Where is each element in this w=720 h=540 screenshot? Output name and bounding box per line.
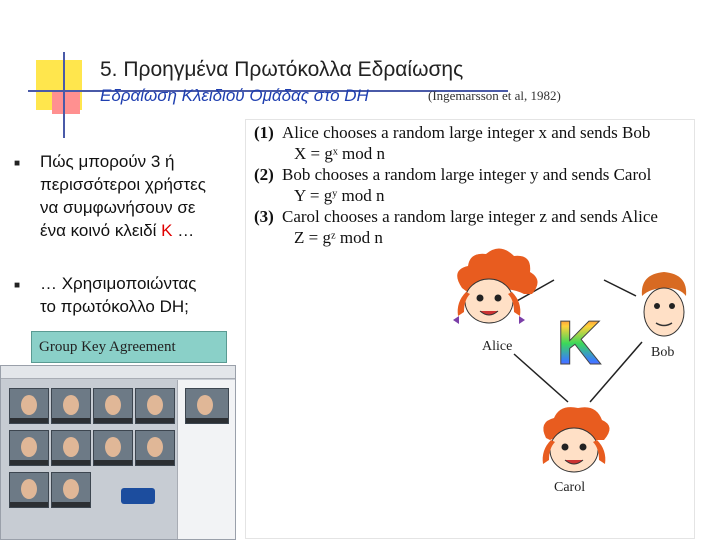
video-tile — [93, 430, 133, 466]
step-text: Alice chooses a random large integer x and sends Bob — [282, 123, 651, 142]
protocol-panel — [245, 119, 695, 539]
decor-red-square — [52, 90, 80, 114]
step-number: (1) — [254, 123, 274, 142]
citation: (Ingemarsson et al, 1982) — [428, 88, 561, 103]
step-number: (3) — [254, 207, 274, 226]
step-number: (2) — [254, 165, 274, 184]
bob-face-icon — [642, 272, 686, 336]
edge-alice-bob-right — [604, 280, 636, 296]
bullet-line — [40, 219, 206, 242]
bullet-text — [40, 272, 196, 318]
slide-title: 5. Προηγμένα Πρωτόκολλα Εδραίωσης — [100, 58, 464, 81]
video-tile — [9, 472, 49, 508]
video-tile — [51, 430, 91, 466]
video-conference-screenshot — [0, 365, 236, 540]
app-logo — [121, 488, 155, 504]
step-equation: Z = gᶻ mod n — [294, 228, 383, 247]
key-letter: K — [161, 221, 173, 240]
bullet-line-text: ένα κοινό κλειδί — [40, 221, 157, 240]
video-tile — [9, 430, 49, 466]
step-text: Bob chooses a random large integer y and sends Carol — [282, 165, 652, 184]
video-tile — [9, 388, 49, 424]
step-text: Carol chooses a random large integer z and sends Alice — [282, 207, 658, 226]
video-tile — [135, 430, 175, 466]
key-k-symbol: K — [556, 309, 602, 378]
key-diagram — [246, 120, 696, 540]
bob-label: Bob — [651, 345, 675, 360]
carol-face-icon — [543, 407, 610, 472]
video-tile — [185, 388, 229, 424]
bullet-marker: ■ — [14, 280, 21, 291]
group-key-agreement-label: Group Key Agreement — [31, 331, 227, 363]
slide-subtitle: Εδραίωση Κλειδιού Ομάδας στο DH — [100, 86, 369, 105]
window-toolbar — [1, 366, 235, 379]
alice-face-icon — [453, 248, 538, 324]
bullet-line: περισσότεροι χρήστες — [40, 175, 206, 194]
step-equation: X = gˣ mod n — [294, 144, 386, 163]
video-tile — [51, 472, 91, 508]
carol-label: Carol — [554, 480, 586, 495]
step-equation: Y = gʸ mod n — [294, 186, 385, 205]
video-tile — [135, 388, 175, 424]
decor-vertical-line — [63, 52, 65, 138]
video-tile — [51, 388, 91, 424]
bullet-marker: ■ — [14, 158, 21, 169]
video-tile — [93, 388, 133, 424]
ellipsis: … — [177, 221, 195, 240]
alice-label: Alice — [482, 339, 513, 354]
bullet-line: Πώς μπορούν 3 ή — [40, 152, 175, 171]
bullet-line: να συμφωνήσουν σε — [40, 198, 196, 217]
bullet-text — [40, 150, 206, 242]
bullet-line: … Χρησιμοποιώντας — [40, 274, 197, 293]
bullet-line: το πρωτόκολλο DH; — [40, 297, 189, 316]
